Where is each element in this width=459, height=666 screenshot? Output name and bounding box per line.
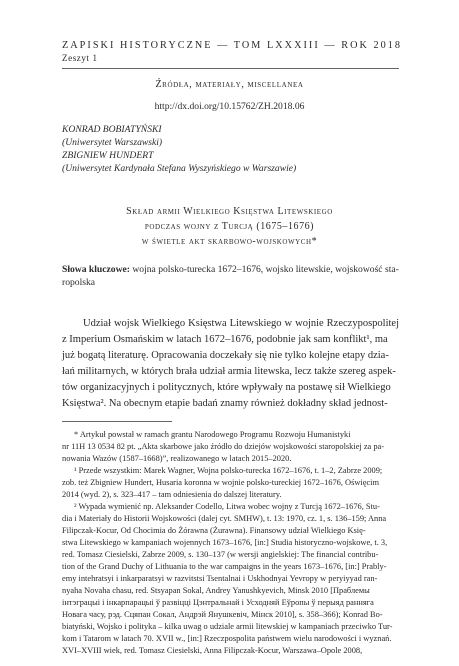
body-line: tów organizacyjnych i politycznych, które wpływały na postawę sił Wielkiego — [62, 382, 391, 393]
author-name: ZBIGNIEW HUNDERT — [62, 150, 154, 161]
footnote-line: tion of the Grand Duchy of Lithuania to the war campaigns in the years 1673–1676, [in:] Prably- — [62, 562, 387, 571]
body-line: Udział wojsk Wielkiego Księstwa Litewskiego w wojnie Rzeczypospolitej — [83, 318, 399, 329]
issue-number: Zeszyt 1 — [62, 53, 98, 63]
footnote-line: nowania Wazów (1587–1668)”, realizowanego w latach 2015–2020. — [62, 454, 292, 463]
footnote-line: dia i Materiały do Historii Wojskowości (dalej cyt. SMHW), t. 13: 1970, cz. 1, s. 136–159; Anna — [62, 514, 387, 523]
footnote-line: інтэграцыі і інкарпарацыі ў развіцці Цэнтральнай і Усходняй Еўропы ў перыяд ранняга — [62, 598, 374, 607]
footnote-line: ¹ Przede wszystkim: Marek Wagner, Wojna polsko-turecka 1672–1676, t. 1–2, Zabrze 2009; — [74, 466, 383, 475]
keywords — [62, 264, 399, 275]
body-line: łań militarnych, w których brała udział armia litewska, lecz także szereg aspek- — [62, 366, 396, 377]
author-affiliation: (Uniwersytet Kardynała Stefana Wyszyńskiego w Warszawie) — [62, 163, 297, 174]
journal-header: ZAPISKI HISTORYCZNE — TOM LXXXIII — ROK 2018 — [62, 40, 403, 51]
footnote-line: 2014 (wyd. 2), s. 323–417 – tam odniesienia do dalszej literatury. — [62, 490, 282, 499]
footnote-line: red. Tomasz Ciesielski, Zabrze 2009, s. 130–137 (w wersji angielskiej: The financial contribu- — [62, 550, 379, 559]
footnote-line: Новага часу, рэд. Сцяпан Сокал, Андрэй Янушкевіч, Мінск 2010], s. 358–366); Konrad Bo- — [62, 610, 383, 619]
footnote-line: nyaha Novaha chasu, red. Stsyapan Sokal, Andrey Yanushkyevich, Minsk 2010 [Праблемы — [62, 586, 370, 595]
footnote-line: ² Wypada wymienić np. Aleksander Codello, Litwa wobec wojny z Turcją 1672–1676, Stu- — [74, 502, 380, 511]
footnote-line: emy intehratsyi i inkarparatsyi w razvitstsi Tsentalnai i Uskhodnyai Yevropy w peryiyyad ran- — [62, 574, 378, 583]
footnote-line: kom i Tatarom w latach 70. XVII w., [in:] Rzeczpospolita państwem wielu narodowości i wyznań. — [62, 634, 392, 643]
footnote-rule — [62, 421, 172, 422]
keywords-label: Słowa kluczowe: — [62, 264, 130, 275]
footnote-line: XVI–XVIII wiek, red. Tomasz Ciesielski, Anna Filipczak-Kocur, Warszawa–Opole 2008, — [62, 646, 363, 655]
author-affiliation: (Uniwersytet Warszawski) — [62, 137, 163, 148]
body-line: z Imperium Osmańskim w latach 1672–1676, podobnie jak sam konflikt¹, ma — [62, 334, 388, 345]
article-title-line: Skład armii Wielkiego Księstwa Litewskiego — [126, 206, 333, 217]
footnote-line: Filipczak-Kocur, Od Chocimia do Żórawna (Żurawna). Finansowy udział Wielkiego Księ- — [62, 526, 366, 535]
footnote-line: * Artykuł powstał w ramach grantu Narodowego Programu Rozwoju Humanistyki — [74, 430, 351, 439]
keywords-text: wojna polsko-turecka 1672–1676, wojsko litewskie, wojskowość sta- — [132, 264, 399, 275]
body-line: już bogatą literaturę. Opracowania doczekały się nie tylko kolejne etapy dzia- — [62, 350, 389, 361]
footnote-line: stwa Litewskiego w kampaniach wojennych 1673–1676, [in:] Studia historyczno-wojskowe, t. 3, — [62, 538, 388, 547]
article-title-line: w świetle akt skarbowo-wojskowych* — [141, 236, 318, 247]
footnote-line: biatyński, Wojsko i polityka – kilka uwag o udziale armii litewskiej w kampaniach przeciwko Tur- — [62, 622, 393, 631]
keywords-text: ropolska — [62, 277, 96, 288]
author-name: KONRAD BOBIATYŃSKI — [62, 124, 162, 135]
doi-link[interactable]: http://dx.doi.org/10.15762/ZH.2018.06 — [154, 101, 305, 112]
footnote-line: zob. też Zbigniew Hundert, Husaria koronna w wojnie polsko-tureckiej 1672–1676, Oświęcim — [62, 478, 380, 487]
section-title: Źródła, materiały, miscellanea — [155, 79, 304, 90]
article-title-line: podczas wojny z Turcją (1675–1676) — [144, 221, 315, 232]
body-line: Księstwa². Na obecnym etapie badań znamy również dokładny skład jednost- — [62, 398, 388, 409]
footnote-line: nr 11H 13 0534 82 pt. „Akta skarbowe jako źródło do dziejów wojskowości staropolskiej za pa- — [62, 442, 385, 451]
header-rule — [62, 68, 399, 69]
